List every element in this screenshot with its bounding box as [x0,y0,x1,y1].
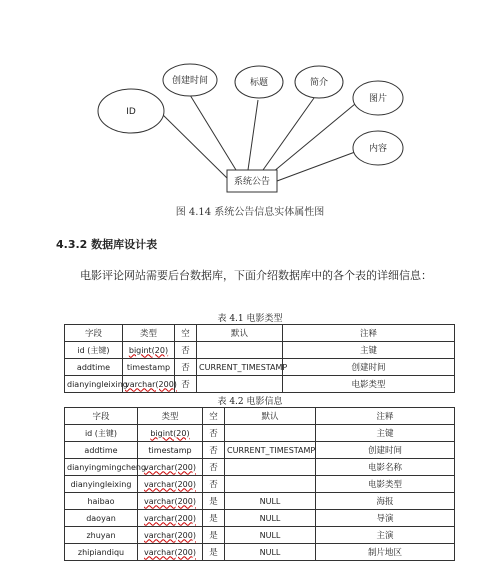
table-cell: timestamp [123,359,175,376]
connector-line [248,100,258,170]
table-row [65,425,455,442]
table-cell: 主键 [316,425,455,442]
section-title: 4.3.2 数据库设计表 [56,238,158,251]
table-row [65,476,455,493]
table-cell: NULL [225,527,316,544]
table-cell: 是 [203,544,225,561]
column-header: 字段 [65,325,123,342]
table-cell: 导演 [316,510,455,527]
table-cell: 电影名称 [316,459,455,476]
table-cell: bigint(20) [138,425,203,442]
column-header: 默认 [197,325,283,342]
table-cell: zhipiandiqu [65,544,138,561]
table-cell: id (主键) [65,425,138,442]
table-cell: 创建时间 [316,442,455,459]
table-row [65,459,455,476]
table-row [65,510,455,527]
table-row [65,342,455,359]
table-cell: varchar(200) [123,376,175,393]
figure-caption: 图 4.14 系统公告信息实体属性图 [175,207,325,218]
table-cell: 否 [203,425,225,442]
column-header: 默认 [225,408,316,425]
attribute-label-id: ID [126,107,136,117]
table-cell: varchar(200) [138,510,203,527]
table2-caption: 表 4.2 电影信息 [217,397,283,407]
er-diagram [0,0,500,205]
attribute-label-created: 创建时间 [171,76,209,86]
attribute-label-image: 图片 [368,94,388,104]
column-header: 类型 [123,325,175,342]
table-row [65,493,455,510]
table-cell: dianyingmingcheng [65,459,138,476]
column-header: 字段 [65,408,138,425]
table-row [65,376,455,393]
table-row [65,527,455,544]
table-cell: id (主键) [65,342,123,359]
table-cell: bigint(20) [123,342,175,359]
entity-label: 系统公告 [233,177,271,187]
table-cell: NULL [225,493,316,510]
table-cell: varchar(200) [138,493,203,510]
table-cell: 是 [203,527,225,544]
column-header: 空 [203,408,225,425]
table-cell: 电影类型 [316,476,455,493]
connector-line [277,152,355,181]
attribute-label-title: 标题 [249,78,269,88]
table-cell: 制片地区 [316,544,455,561]
table1-caption: 表 4.1 电影类型 [217,314,283,324]
table-cell: 否 [203,442,225,459]
table-cell: NULL [225,544,316,561]
table-cell: varchar(200) [138,527,203,544]
table-header-row [65,408,455,425]
table-cell: varchar(200) [138,459,203,476]
connector-line [160,112,229,180]
table-cell: varchar(200) [138,544,203,561]
table-cell: 否 [175,359,197,376]
table-cell: timestamp [138,442,203,459]
intro-paragraph: 电影评论网站需要后台数据库，下面介绍数据库中的各个表的详细信息： [80,269,432,282]
column-header: 注释 [283,325,455,342]
table-row [65,359,455,376]
table-cell: zhuyan [65,527,138,544]
table-cell [197,342,283,359]
table-cell: 是 [203,510,225,527]
table-cell: CURRENT_TIMESTAMP [197,359,283,376]
table-cell: NULL [225,510,316,527]
table-cell: 创建时间 [283,359,455,376]
table-cell: daoyan [65,510,138,527]
table-cell: 主演 [316,527,455,544]
table-movie-info [64,407,455,561]
table-header-row [65,325,455,342]
table-cell: 否 [175,376,197,393]
table-cell [197,376,283,393]
table-cell: 主键 [283,342,455,359]
table-cell: dianyingleixing [65,376,123,393]
connector-line [190,95,236,170]
table-cell: addtime [65,359,123,376]
table-cell: 否 [203,459,225,476]
table-row [65,544,455,561]
table-cell: CURRENT_TIMESTAMP [225,442,316,459]
table-cell: haibao [65,493,138,510]
table-cell: 否 [175,342,197,359]
table-cell [225,425,316,442]
table-cell [225,476,316,493]
table-cell: varchar(200) [138,476,203,493]
table-cell: addtime [65,442,138,459]
table-cell: 电影类型 [283,376,455,393]
column-header: 空 [175,325,197,342]
table-cell [225,459,316,476]
column-header: 类型 [138,408,203,425]
attribute-label-summary: 简介 [309,78,329,88]
column-header: 注释 [316,408,455,425]
table-cell: 海报 [316,493,455,510]
table-row [65,442,455,459]
table-cell: dianyingleixing [65,476,138,493]
table-cell: 是 [203,493,225,510]
table-cell: 否 [203,476,225,493]
attribute-label-content: 内容 [368,144,388,154]
table-movie-type [64,324,455,393]
